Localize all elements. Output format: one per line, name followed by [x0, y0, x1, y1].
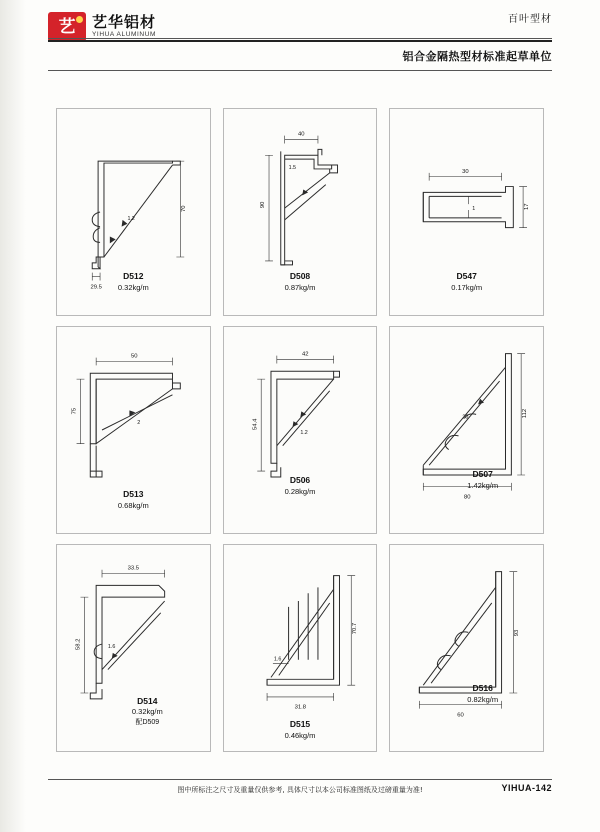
- profile-cell: [223, 326, 378, 534]
- profile-cell: [223, 544, 378, 752]
- logo-name-cn: 艺华铝材: [92, 12, 157, 31]
- footer-divider: [48, 779, 552, 780]
- dimension-label: 33.5: [127, 565, 140, 572]
- profile-code: D508: [289, 271, 311, 282]
- header-category: 百叶型材: [508, 14, 552, 25]
- profile-weight: 0.87kg/m: [284, 282, 316, 292]
- header-divider-thin: [48, 38, 552, 39]
- profile-caption: [224, 475, 377, 497]
- profile-caption: [430, 469, 535, 491]
- profile-grid: [56, 108, 544, 752]
- dimension-label: 17: [524, 203, 531, 211]
- dimension-label: 1.2: [299, 429, 308, 436]
- profile-cell: [56, 326, 211, 534]
- dimension-label: 29.5: [90, 284, 102, 291]
- profile-cell: [56, 108, 211, 316]
- profile-weight: 0.32kg/m: [117, 282, 149, 292]
- profile-weight: 0.28kg/m: [284, 486, 316, 496]
- logo-name-en: YIHUA ALUMINUM: [92, 31, 157, 39]
- dimension-label: 42: [301, 351, 309, 358]
- profile-cell: [389, 326, 544, 534]
- profile-weight: 0.68kg/m: [117, 500, 149, 510]
- dimension-label: 1.6: [107, 644, 116, 650]
- profile-caption: [224, 271, 377, 293]
- dimension-label: 60: [457, 712, 465, 719]
- page-header: [0, 0, 600, 82]
- dimension-label: 112: [522, 408, 529, 419]
- page-spine-shadow: [0, 0, 26, 832]
- dimension-label: 50: [131, 353, 138, 360]
- dimension-label: 1.5: [288, 164, 296, 171]
- dimension-label: 40: [297, 131, 305, 138]
- profile-code: D507: [472, 469, 493, 480]
- profile-note: 配D509: [135, 718, 160, 726]
- dimension-label: 58.2: [75, 638, 82, 650]
- profile-code: D516: [472, 683, 493, 694]
- profile-drawing-d507: [390, 327, 543, 533]
- dimension-label: 2: [137, 420, 141, 427]
- profile-code: D547: [456, 271, 477, 282]
- dimension-label: 93: [514, 629, 521, 637]
- profile-caption: [57, 489, 210, 511]
- profile-drawing-d506: [224, 327, 377, 533]
- header-subtitle: 铝合金隔热型材标准起草单位: [402, 50, 552, 63]
- dimension-label: 54.4: [251, 418, 258, 430]
- profile-cell: [56, 544, 211, 752]
- dimension-label: 1: [472, 206, 476, 213]
- dimension-label: 90: [259, 201, 266, 209]
- header-category-block: [508, 10, 552, 25]
- profile-caption: [57, 271, 210, 293]
- profile-caption: [430, 683, 535, 705]
- profile-cell: [223, 108, 378, 316]
- profile-code: D513: [123, 489, 144, 500]
- dimension-label: 70: [181, 205, 188, 212]
- profile-code: D514: [137, 695, 158, 706]
- dimension-label: 70.7: [351, 622, 358, 635]
- profile-cell: [389, 544, 544, 752]
- footer-page-code: YIHUA-142: [501, 783, 552, 793]
- header-subtitle-divider: [48, 70, 552, 71]
- profile-caption: [390, 271, 543, 293]
- dimension-label: 20: [462, 414, 469, 421]
- profile-weight: 0.17kg/m: [451, 282, 483, 292]
- dimension-label: 75: [71, 407, 78, 415]
- profile-code: D515: [289, 719, 311, 730]
- logo-glyph: 艺: [58, 16, 76, 37]
- profile-caption: [224, 719, 377, 741]
- dimension-label: 1.2: [127, 215, 135, 222]
- footer-disclaimer: 图中所标注之尺寸及重量仅供参考, 具体尺寸以本公司标准图纸及过磅重量为准!: [177, 786, 423, 794]
- dimension-label: 30: [462, 168, 469, 175]
- profile-weight: 0.82kg/m: [467, 694, 499, 704]
- dimension-label: 80: [464, 494, 471, 501]
- page-footer: [48, 779, 552, 794]
- profile-code: D506: [289, 475, 311, 486]
- dimension-label: 1.6: [273, 656, 282, 663]
- dimension-label: 31.8: [294, 704, 306, 711]
- profile-weight: 0.32kg/m: [131, 707, 163, 717]
- profile-cell: [389, 108, 544, 316]
- profile-weight: 1.42kg/m: [467, 480, 499, 490]
- profile-drawing-d516: [390, 545, 543, 751]
- profile-code: D512: [123, 271, 144, 282]
- profile-caption: [87, 696, 208, 727]
- header-divider-thick: [48, 40, 552, 42]
- profile-weight: 0.46kg/m: [284, 730, 316, 740]
